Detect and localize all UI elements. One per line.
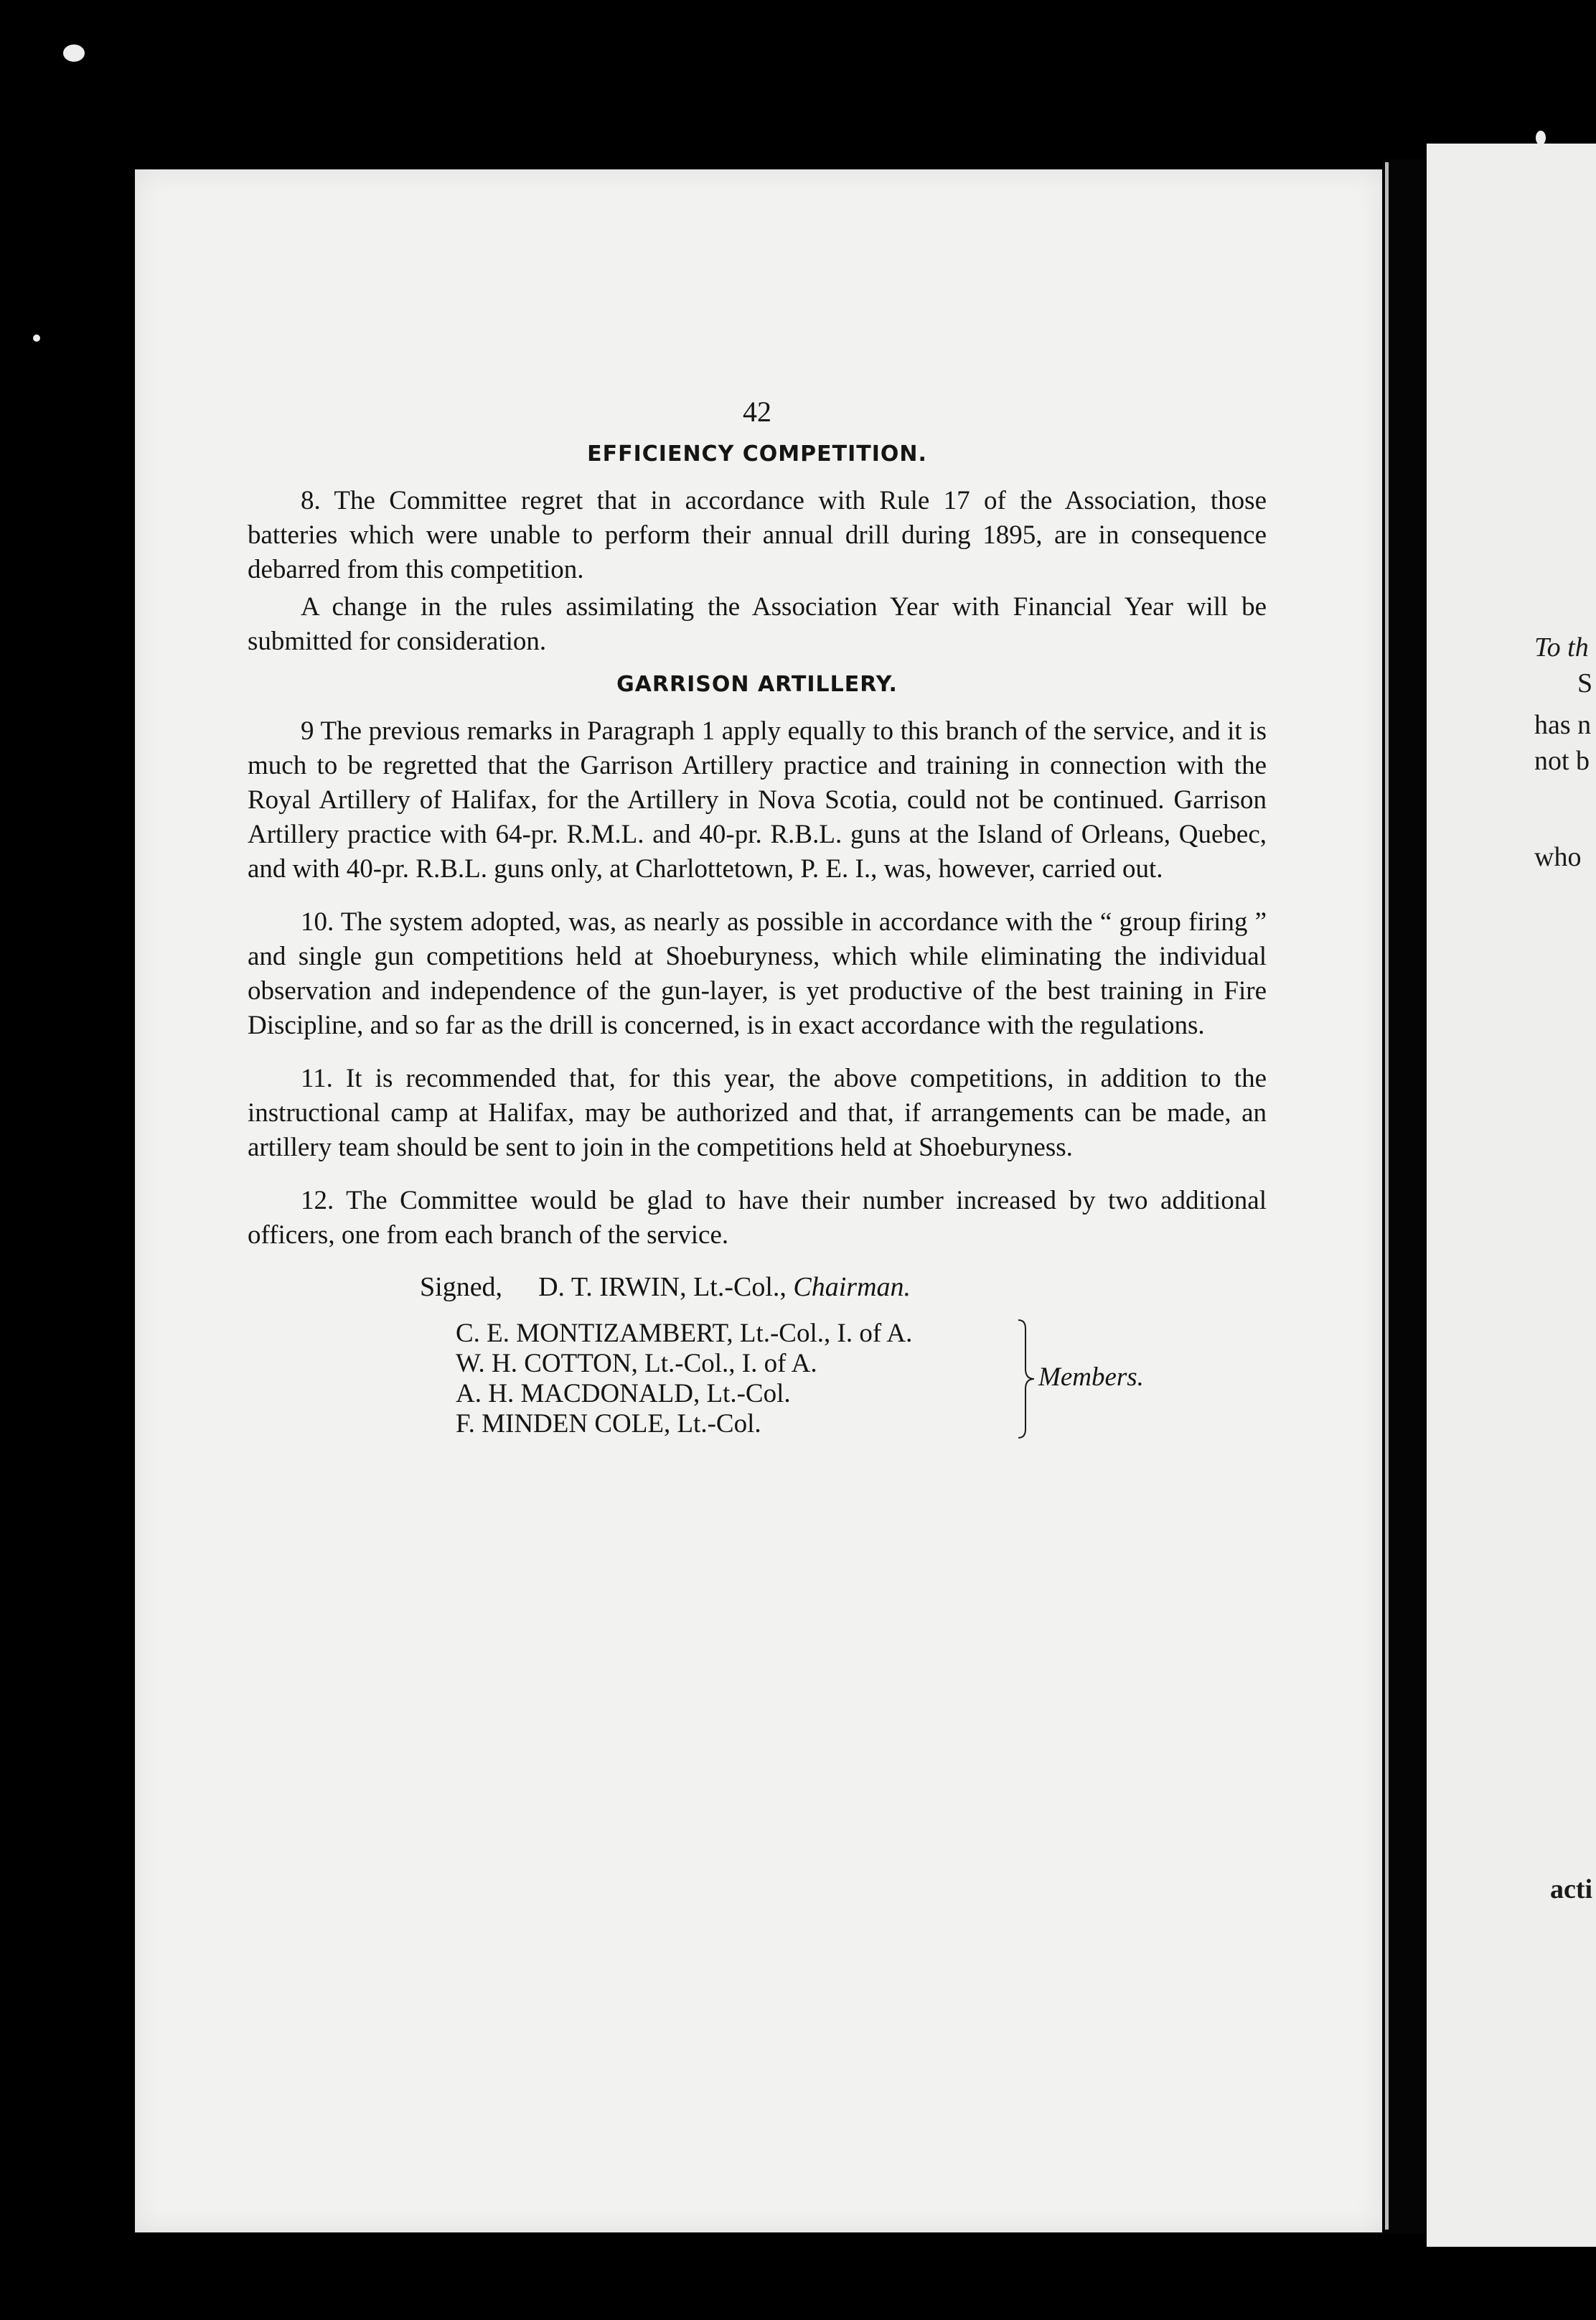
facing-fragment: To th [1534,632,1589,663]
facing-fragment: S [1577,668,1593,698]
paragraph: 8. The Committee regret that in accordance with Rule 17 of the Association, those batteries which were unable to perform their annual drill during 1895, are in consequence debarred from this competition. [248,486,1267,584]
facing-fragment: who [1534,842,1582,872]
section-heading: EFFICIENCY COMPETITION. [587,441,927,467]
facing-fragment: acti [1550,1874,1593,1904]
paragraph: 10. The system adopted, was, as nearly as possible in accordance with the “ group firing ” and single gun competitions held at Shoeburyness, which while eliminating the individual observation and independence of the gun-layer, is yet productive of the best training in Fire Discipline, and so far as the drill is concerned, is in exact accordance with the regulations. [248,907,1267,1040]
brace-icon [1015,1319,1036,1439]
page-gutter [1382,159,1425,2234]
member-name: C. E. MONTIZAMBERT, Lt.-Col., I. of A. [456,1319,913,1348]
paragraph: 11. It is recommended that, for this year, the above competitions, in addition to the instructional camp at Halifax, may be authorized and that, if arrangements can be made, an artillery team should be sent to join in the competitions held at Shoeburyness. [248,1064,1267,1162]
member-name: F. MINDEN COLE, Lt.-Col. [456,1409,761,1439]
signature-line [420,1271,1267,1303]
paragraph: 9 The previous remarks in Paragraph 1 apply equally to this branch of the service, and it is much to be regretted that the Garrison Artillery practice and training in connection with the Royal Artillery of Halifax, for the Artillery in Nova Scotia, could not be continued. Garrison Artillery practice with 64-pr. R.M.L. and 40-pr. R.B.L. guns at the Island of Orleans, Quebec, and with 40-pr. R.B.L. guns only, at Charlottetown, P. E. I., was, however, carried out. [248,716,1267,884]
page-number: 42 [743,396,771,428]
member-list [456,1319,1267,1439]
members-block [456,1319,1267,1445]
paragraph: 12. The Committee would be glad to have their number increased by two additional officers, one from each branch of the service. [248,1186,1267,1250]
chairman-name: D. T. IRWIN, Lt.-Col., [538,1272,787,1302]
facing-fragment: has n [1534,710,1592,740]
chairman-title: Chairman. [793,1272,911,1302]
members-label: Members. [1038,1362,1144,1392]
facing-page [1427,144,1596,2247]
section-heading: GARRISON ARTILLERY. [616,672,898,697]
document-body [248,395,1267,1445]
paragraph: A change in the rules assimilating the Association Year with Financial Year will be submitted for consideration. [248,592,1267,656]
facing-fragment: not b [1534,746,1590,776]
member-name: W. H. COTTON, Lt.-Col., I. of A. [456,1349,817,1378]
gutter-edge [1385,162,1389,2230]
signed-label: Signed, [420,1272,503,1302]
member-name: A. H. MACDONALD, Lt.-Col. [456,1379,791,1408]
